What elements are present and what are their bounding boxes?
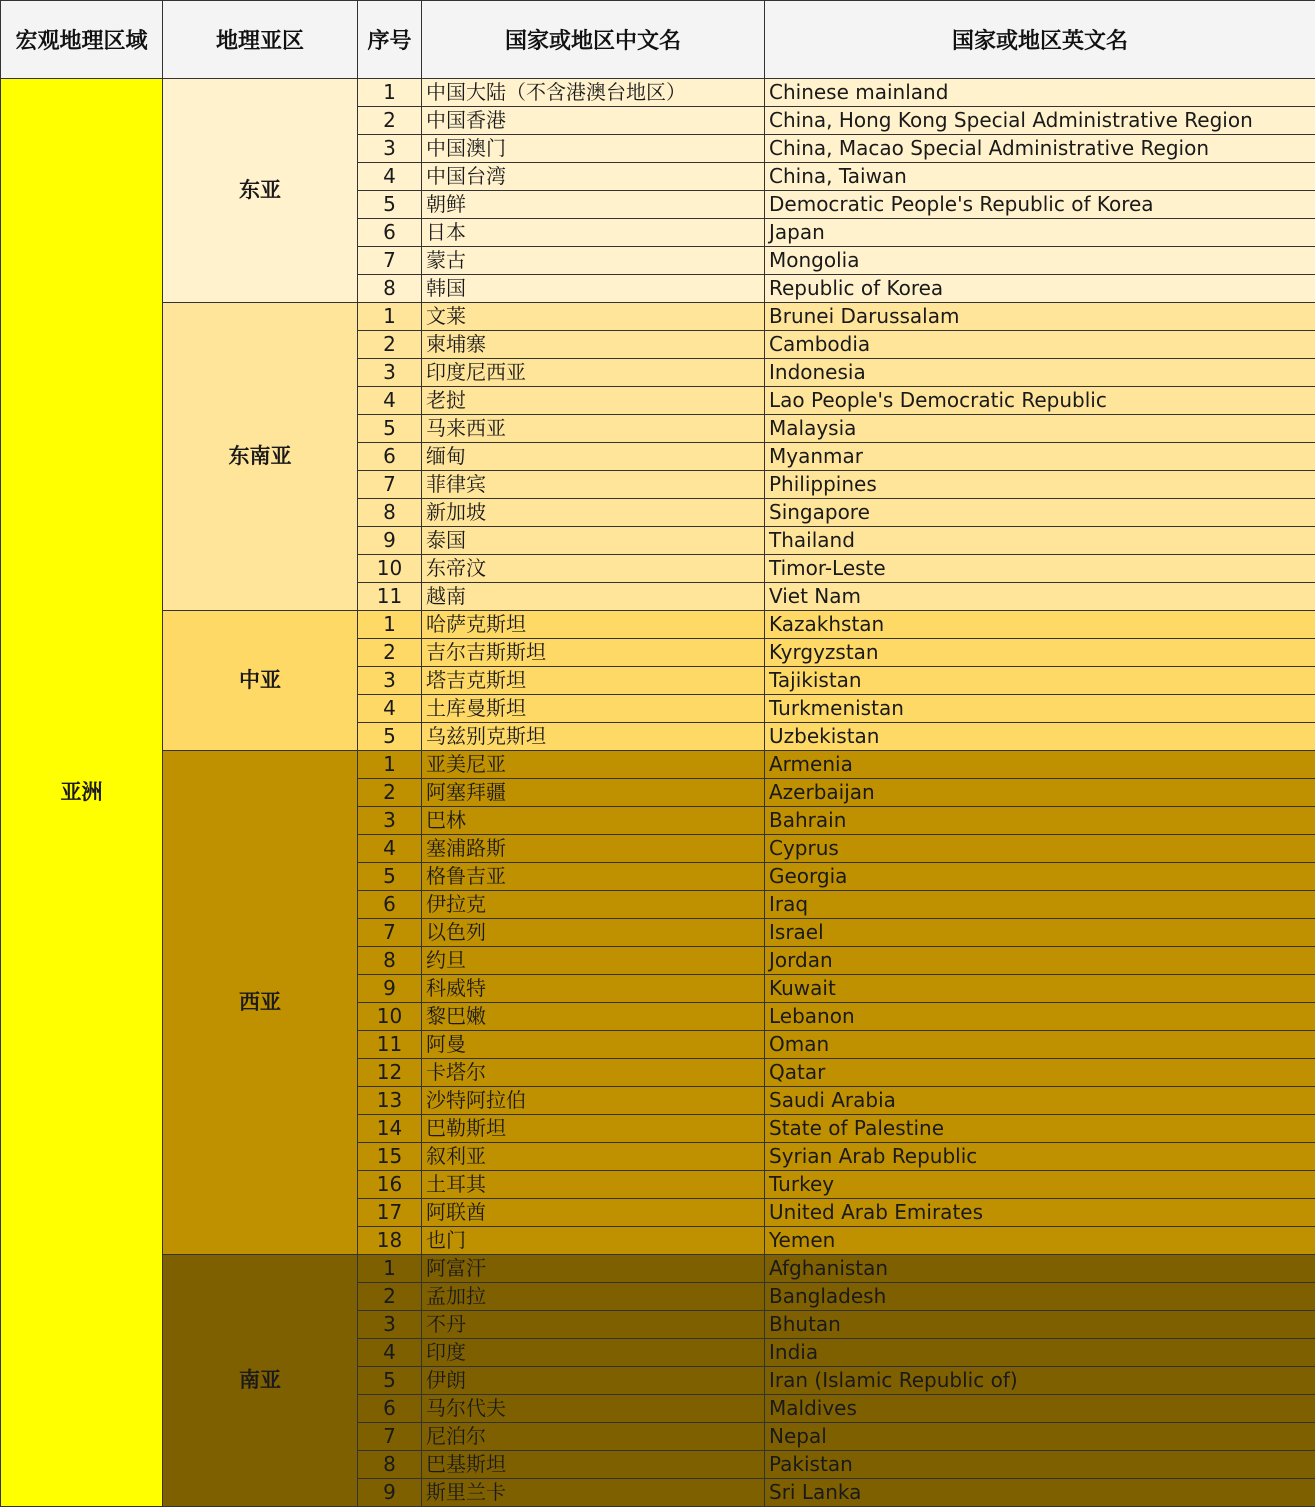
- cn-name-cell: 伊拉克: [422, 891, 765, 919]
- seq-cell: 7: [358, 1423, 422, 1451]
- table-row: [1, 79, 1315, 107]
- seq-cell: 9: [358, 527, 422, 555]
- en-name-cell: China, Macao Special Administrative Region: [765, 135, 1315, 163]
- en-name-cell: Philippines: [765, 471, 1315, 499]
- en-name-cell: Turkmenistan: [765, 695, 1315, 723]
- cn-name-cell: 东帝汶: [422, 555, 765, 583]
- en-name-cell: Malaysia: [765, 415, 1315, 443]
- cn-name-cell: 马尔代夫: [422, 1395, 765, 1423]
- seq-cell: 3: [358, 1311, 422, 1339]
- seq-cell: 8: [358, 1451, 422, 1479]
- en-name-cell: Republic of Korea: [765, 275, 1315, 303]
- table-row: [1, 751, 1315, 779]
- en-name-cell: Kazakhstan: [765, 611, 1315, 639]
- cn-name-cell: 老挝: [422, 387, 765, 415]
- cn-name-cell: 叙利亚: [422, 1143, 765, 1171]
- seq-cell: 3: [358, 359, 422, 387]
- en-name-cell: Bhutan: [765, 1311, 1315, 1339]
- cn-name-cell: 乌兹别克斯坦: [422, 723, 765, 751]
- en-name-cell: Timor-Leste: [765, 555, 1315, 583]
- seq-cell: 3: [358, 807, 422, 835]
- en-name-cell: Saudi Arabia: [765, 1087, 1315, 1115]
- cn-name-cell: 中国大陆（不含港澳台地区）: [422, 79, 765, 107]
- seq-cell: 1: [358, 79, 422, 107]
- header-row: [1, 1, 1315, 79]
- en-name-cell: Iraq: [765, 891, 1315, 919]
- seq-cell: 8: [358, 275, 422, 303]
- cn-name-cell: 中国澳门: [422, 135, 765, 163]
- cn-name-cell: 蒙古: [422, 247, 765, 275]
- seq-cell: 7: [358, 919, 422, 947]
- cn-name-cell: 塞浦路斯: [422, 835, 765, 863]
- seq-cell: 11: [358, 583, 422, 611]
- cn-name-cell: 塔吉克斯坦: [422, 667, 765, 695]
- en-name-cell: Turkey: [765, 1171, 1315, 1199]
- en-name-cell: China, Taiwan: [765, 163, 1315, 191]
- cn-name-cell: 文莱: [422, 303, 765, 331]
- en-name-cell: Tajikistan: [765, 667, 1315, 695]
- seq-cell: 6: [358, 443, 422, 471]
- sub-region-cell: 中亚: [163, 611, 358, 751]
- cn-name-cell: 卡塔尔: [422, 1059, 765, 1087]
- seq-cell: 4: [358, 1339, 422, 1367]
- table-body: [1, 79, 1315, 1507]
- en-name-cell: Mongolia: [765, 247, 1315, 275]
- cn-name-cell: 以色列: [422, 919, 765, 947]
- en-name-cell: Nepal: [765, 1423, 1315, 1451]
- en-name-cell: Sri Lanka: [765, 1479, 1315, 1507]
- en-name-cell: Iran (Islamic Republic of): [765, 1367, 1315, 1395]
- header-macro-region: 宏观地理区域: [1, 1, 163, 79]
- cn-name-cell: 韩国: [422, 275, 765, 303]
- en-name-cell: State of Palestine: [765, 1115, 1315, 1143]
- cn-name-cell: 印度: [422, 1339, 765, 1367]
- en-name-cell: Viet Nam: [765, 583, 1315, 611]
- cn-name-cell: 朝鲜: [422, 191, 765, 219]
- sub-region-cell: 东亚: [163, 79, 358, 303]
- seq-cell: 4: [358, 387, 422, 415]
- cn-name-cell: 巴基斯坦: [422, 1451, 765, 1479]
- table-row: [1, 303, 1315, 331]
- cn-name-cell: 柬埔寨: [422, 331, 765, 359]
- cn-name-cell: 尼泊尔: [422, 1423, 765, 1451]
- seq-cell: 16: [358, 1171, 422, 1199]
- en-name-cell: Cambodia: [765, 331, 1315, 359]
- en-name-cell: Kyrgyzstan: [765, 639, 1315, 667]
- seq-cell: 7: [358, 471, 422, 499]
- cn-name-cell: 沙特阿拉伯: [422, 1087, 765, 1115]
- seq-cell: 3: [358, 135, 422, 163]
- seq-cell: 2: [358, 779, 422, 807]
- sub-region-cell: 南亚: [163, 1255, 358, 1507]
- sub-region-cell: 西亚: [163, 751, 358, 1255]
- en-name-cell: Lebanon: [765, 1003, 1315, 1031]
- en-name-cell: Indonesia: [765, 359, 1315, 387]
- en-name-cell: Singapore: [765, 499, 1315, 527]
- cn-name-cell: 吉尔吉斯斯坦: [422, 639, 765, 667]
- cn-name-cell: 缅甸: [422, 443, 765, 471]
- cn-name-cell: 格鲁吉亚: [422, 863, 765, 891]
- en-name-cell: Japan: [765, 219, 1315, 247]
- cn-name-cell: 阿曼: [422, 1031, 765, 1059]
- seq-cell: 2: [358, 1283, 422, 1311]
- seq-cell: 6: [358, 1395, 422, 1423]
- cn-name-cell: 阿塞拜疆: [422, 779, 765, 807]
- header-en-name: 国家或地区英文名: [765, 1, 1315, 79]
- seq-cell: 5: [358, 723, 422, 751]
- seq-cell: 11: [358, 1031, 422, 1059]
- seq-cell: 12: [358, 1059, 422, 1087]
- en-name-cell: Yemen: [765, 1227, 1315, 1255]
- en-name-cell: Oman: [765, 1031, 1315, 1059]
- cn-name-cell: 巴林: [422, 807, 765, 835]
- header-sub-region: 地理亚区: [163, 1, 358, 79]
- cn-name-cell: 不丹: [422, 1311, 765, 1339]
- cn-name-cell: 中国香港: [422, 107, 765, 135]
- seq-cell: 5: [358, 1367, 422, 1395]
- seq-cell: 10: [358, 1003, 422, 1031]
- en-name-cell: Uzbekistan: [765, 723, 1315, 751]
- sub-region-cell: 东南亚: [163, 303, 358, 611]
- en-name-cell: Armenia: [765, 751, 1315, 779]
- seq-cell: 2: [358, 331, 422, 359]
- seq-cell: 4: [358, 163, 422, 191]
- cn-name-cell: 黎巴嫩: [422, 1003, 765, 1031]
- cn-name-cell: 泰国: [422, 527, 765, 555]
- cn-name-cell: 新加坡: [422, 499, 765, 527]
- seq-cell: 1: [358, 303, 422, 331]
- seq-cell: 18: [358, 1227, 422, 1255]
- seq-cell: 1: [358, 751, 422, 779]
- en-name-cell: United Arab Emirates: [765, 1199, 1315, 1227]
- seq-cell: 10: [358, 555, 422, 583]
- cn-name-cell: 越南: [422, 583, 765, 611]
- en-name-cell: Azerbaijan: [765, 779, 1315, 807]
- cn-name-cell: 斯里兰卡: [422, 1479, 765, 1507]
- seq-cell: 5: [358, 863, 422, 891]
- seq-cell: 2: [358, 107, 422, 135]
- en-name-cell: Lao People's Democratic Republic: [765, 387, 1315, 415]
- en-name-cell: Cyprus: [765, 835, 1315, 863]
- seq-cell: 4: [358, 695, 422, 723]
- seq-cell: 5: [358, 191, 422, 219]
- cn-name-cell: 阿联酋: [422, 1199, 765, 1227]
- seq-cell: 4: [358, 835, 422, 863]
- cn-name-cell: 哈萨克斯坦: [422, 611, 765, 639]
- seq-cell: 8: [358, 947, 422, 975]
- cn-name-cell: 土库曼斯坦: [422, 695, 765, 723]
- seq-cell: 13: [358, 1087, 422, 1115]
- macro-region-cell: 亚洲: [1, 79, 163, 1507]
- en-name-cell: Georgia: [765, 863, 1315, 891]
- seq-cell: 6: [358, 891, 422, 919]
- cn-name-cell: 也门: [422, 1227, 765, 1255]
- seq-cell: 15: [358, 1143, 422, 1171]
- seq-cell: 14: [358, 1115, 422, 1143]
- en-name-cell: Bangladesh: [765, 1283, 1315, 1311]
- seq-cell: 1: [358, 611, 422, 639]
- cn-name-cell: 约旦: [422, 947, 765, 975]
- cn-name-cell: 科威特: [422, 975, 765, 1003]
- en-name-cell: India: [765, 1339, 1315, 1367]
- en-name-cell: Kuwait: [765, 975, 1315, 1003]
- en-name-cell: Chinese mainland: [765, 79, 1315, 107]
- seq-cell: 5: [358, 415, 422, 443]
- cn-name-cell: 孟加拉: [422, 1283, 765, 1311]
- seq-cell: 2: [358, 639, 422, 667]
- cn-name-cell: 菲律宾: [422, 471, 765, 499]
- cn-name-cell: 亚美尼亚: [422, 751, 765, 779]
- en-name-cell: Brunei Darussalam: [765, 303, 1315, 331]
- cn-name-cell: 土耳其: [422, 1171, 765, 1199]
- seq-cell: 9: [358, 975, 422, 1003]
- en-name-cell: Afghanistan: [765, 1255, 1315, 1283]
- table-row: [1, 611, 1315, 639]
- cn-name-cell: 伊朗: [422, 1367, 765, 1395]
- en-name-cell: Myanmar: [765, 443, 1315, 471]
- cn-name-cell: 阿富汗: [422, 1255, 765, 1283]
- cn-name-cell: 印度尼西亚: [422, 359, 765, 387]
- en-name-cell: China, Hong Kong Special Administrative Region: [765, 107, 1315, 135]
- seq-cell: 6: [358, 219, 422, 247]
- en-name-cell: Syrian Arab Republic: [765, 1143, 1315, 1171]
- seq-cell: 17: [358, 1199, 422, 1227]
- en-name-cell: Jordan: [765, 947, 1315, 975]
- header-seq: 序号: [358, 1, 422, 79]
- en-name-cell: Bahrain: [765, 807, 1315, 835]
- en-name-cell: Qatar: [765, 1059, 1315, 1087]
- cn-name-cell: 巴勒斯坦: [422, 1115, 765, 1143]
- en-name-cell: Israel: [765, 919, 1315, 947]
- seq-cell: 7: [358, 247, 422, 275]
- cn-name-cell: 马来西亚: [422, 415, 765, 443]
- seq-cell: 3: [358, 667, 422, 695]
- seq-cell: 9: [358, 1479, 422, 1507]
- seq-cell: 8: [358, 499, 422, 527]
- cn-name-cell: 中国台湾: [422, 163, 765, 191]
- en-name-cell: Democratic People's Republic of Korea: [765, 191, 1315, 219]
- en-name-cell: Pakistan: [765, 1451, 1315, 1479]
- seq-cell: 1: [358, 1255, 422, 1283]
- cn-name-cell: 日本: [422, 219, 765, 247]
- header-cn-name: 国家或地区中文名: [422, 1, 765, 79]
- en-name-cell: Thailand: [765, 527, 1315, 555]
- table-row: [1, 1255, 1315, 1283]
- en-name-cell: Maldives: [765, 1395, 1315, 1423]
